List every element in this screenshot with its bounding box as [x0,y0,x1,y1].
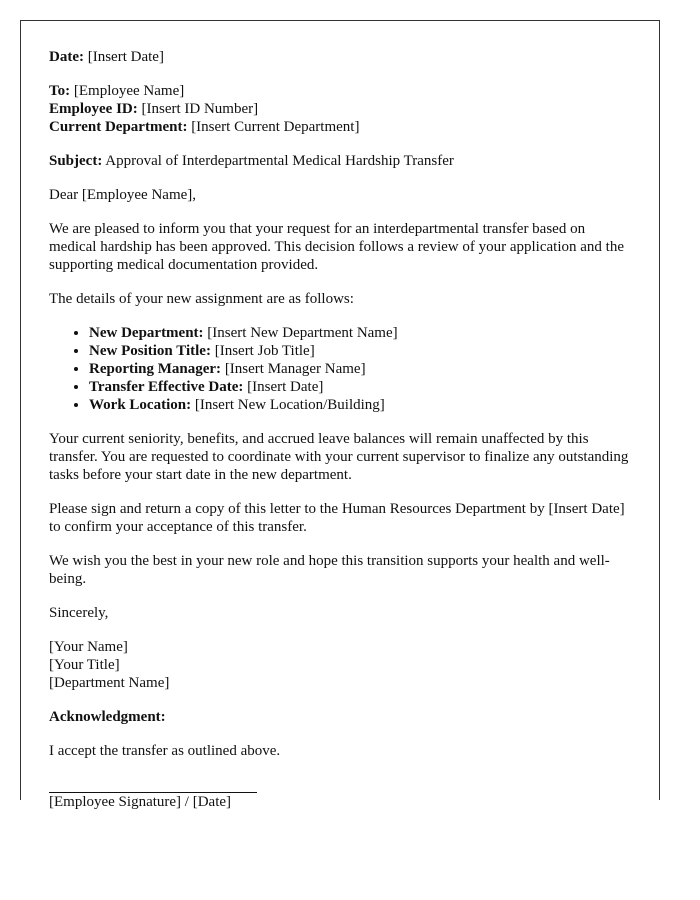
to-label: To: [49,83,71,99]
intro-paragraph: We are pleased to inform you that your request for an interdepartmental transfer based on medical hardship has been approved. This decision follows a review of your application and the supporting medical documentation provided. [49,221,624,273]
employee-id-value: [Insert ID Number] [137,101,259,117]
details-intro: The details of your new assignment are as follows: [49,291,354,307]
detail-new-department [89,324,631,342]
letter-document [20,20,660,810]
detail-label: New Department: [89,325,204,341]
subject-line [49,152,631,170]
recipient-block [49,82,631,136]
assignment-details-list [49,324,631,414]
current-department-line [49,118,631,136]
detail-value: [Insert Manager Name] [221,361,366,377]
return-instructions-paragraph: Please sign and return a copy of this letter to the Human Resources Department by [Insert Date] to confirm your acceptance of this transfer. [49,501,625,535]
current-department-label: Current Department: [49,119,188,135]
date-label: Date: [49,49,84,65]
detail-label: Transfer Effective Date: [89,379,244,395]
detail-reporting-manager [89,360,631,378]
detail-label: New Position Title: [89,343,211,359]
acknowledgment-heading-text: Acknowledgment: [49,709,166,725]
detail-label: Work Location: [89,397,192,413]
detail-new-position-title [89,342,631,360]
current-department-value: [Insert Current Department] [187,119,360,135]
acknowledgment-statement: I accept the transfer as outlined above. [49,743,281,759]
to-line [49,82,631,100]
detail-label: Reporting Manager: [89,361,222,377]
signature-line [49,792,257,811]
sender-title: [Your Title] [49,657,120,673]
subject-label: Subject: [49,153,103,169]
to-value: [Employee Name] [70,83,185,99]
acknowledgment-heading [49,708,631,726]
well-wishes-paragraph: We wish you the best in your new role and hope this transition supports your health and well-being. [49,553,610,587]
detail-work-location [89,396,631,414]
date-value: [Insert Date] [83,49,164,65]
benefits-paragraph: Your current seniority, benefits, and accrued leave balances will remain unaffected by this transfer. You are requested to coordinate with your current supervisor to finalize any outstanding tasks before your start date in the new department. [49,431,629,483]
employee-id-line [49,100,631,118]
detail-value: [Insert New Location/Building] [191,397,385,413]
detail-value: [Insert Job Title] [210,343,315,359]
date-line [49,48,631,66]
sender-name: [Your Name] [49,639,128,655]
employee-id-label: Employee ID: [49,101,138,117]
valediction: Sincerely, [49,605,109,621]
signature-caption: [Employee Signature] / [Date] [49,794,232,810]
detail-effective-date [89,378,631,396]
sender-department: [Department Name] [49,675,170,691]
detail-value: [Insert Date] [243,379,324,395]
sender-block [49,638,631,692]
detail-value: [Insert New Department Name] [203,325,398,341]
salutation: Dear [Employee Name], [49,187,197,203]
subject-value: Approval of Interdepartmental Medical Hardship Transfer [102,153,454,169]
